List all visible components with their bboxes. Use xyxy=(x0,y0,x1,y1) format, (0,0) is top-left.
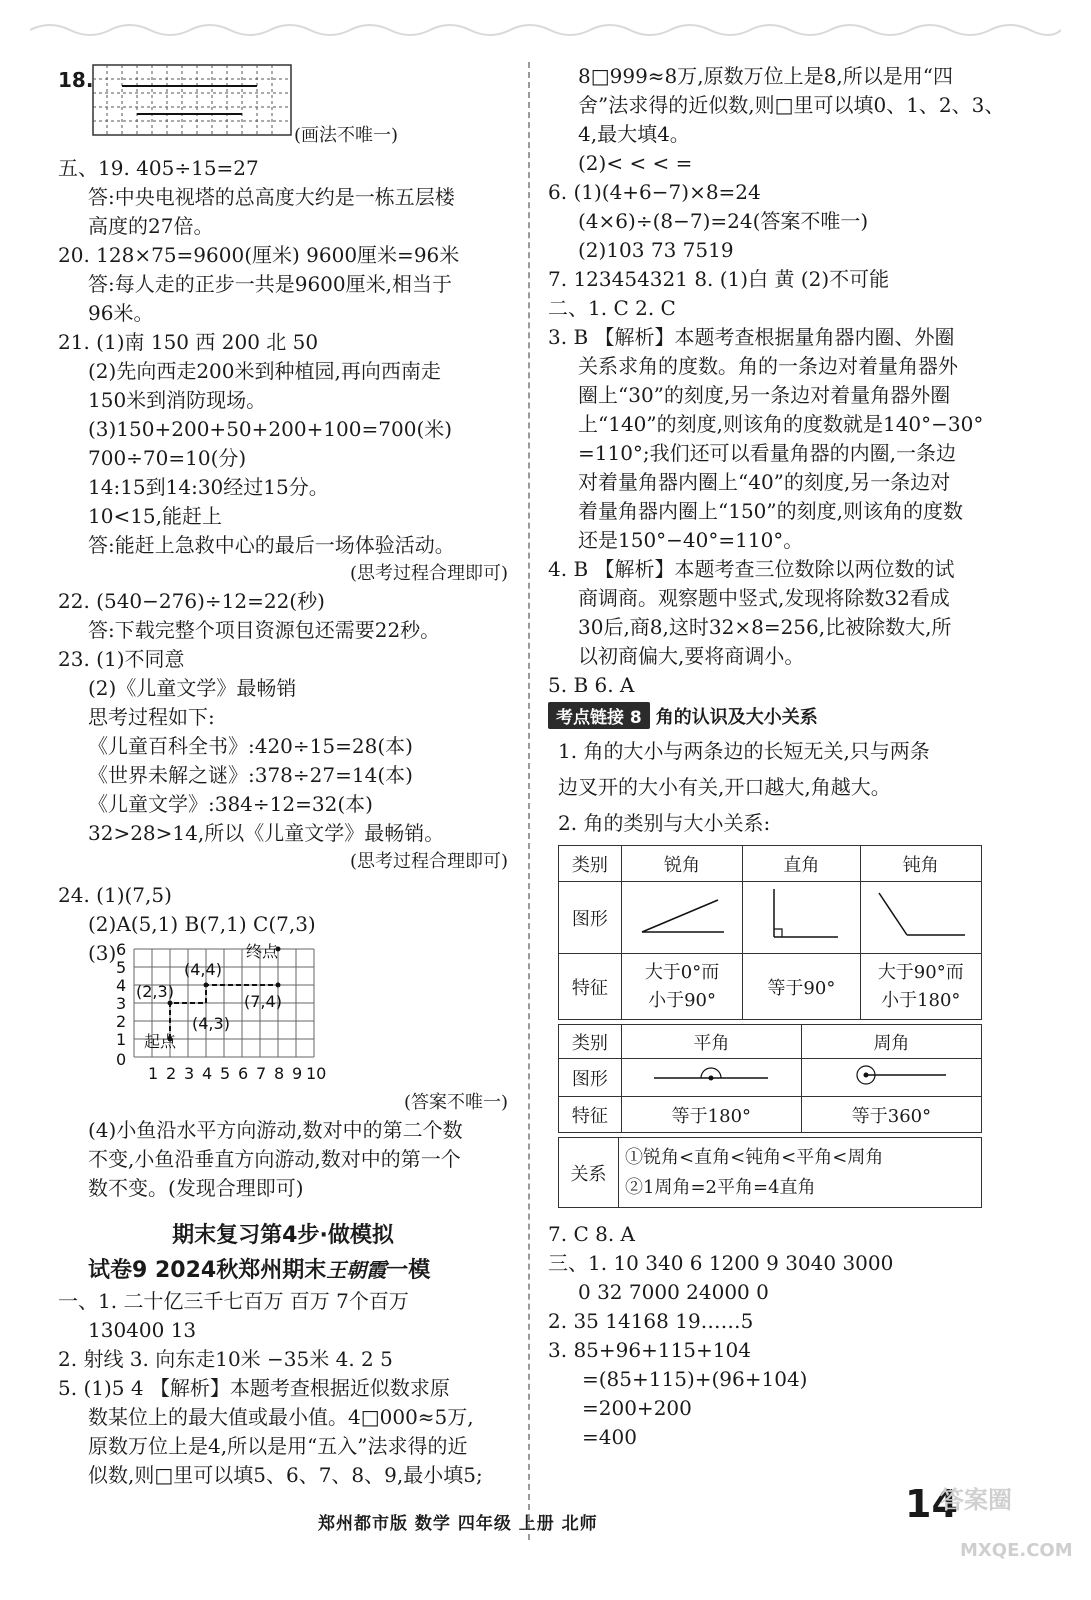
q21-line: 14:15到14:30经过15分。 xyxy=(88,475,329,499)
q23-block xyxy=(58,645,508,875)
q6-line: (2)103 73 7519 xyxy=(578,238,734,262)
q6-line: (4×6)÷(8−7)=24(答案不唯一) xyxy=(578,209,869,233)
r1-line: 8□999≈8万,原数万位上是8,所以是用“四 xyxy=(578,64,953,88)
acute-angle-icon xyxy=(632,890,732,940)
q24-line: 不变,小鱼沿垂直方向游动,数对中的第一个 xyxy=(88,1147,461,1171)
x-tick: 1 xyxy=(148,1064,159,1083)
x-tick: 2 xyxy=(166,1064,177,1083)
q24-block xyxy=(58,881,508,1203)
q18-number: 18. xyxy=(58,68,94,92)
q21-line: 答:能赶上急救中心的最后一场体验活动。 xyxy=(88,533,455,557)
straight-angle-icon xyxy=(646,1062,776,1088)
table-header-feature: 特征 xyxy=(559,954,622,1020)
q23-line: 23. (1)不同意 xyxy=(58,647,185,671)
acute-feature-line: 小于90° xyxy=(648,989,716,1011)
table-right: 直角 xyxy=(743,846,860,882)
grid-label: 起点 xyxy=(144,1032,177,1051)
part3-line: 3. 85+96+115+104 xyxy=(548,1338,751,1362)
x-tick: 7 xyxy=(256,1064,267,1083)
angle-table-2 xyxy=(558,1024,982,1133)
q19-line: 高度的27倍。 xyxy=(88,214,214,238)
q21-line: 700÷70=10(分) xyxy=(88,446,247,470)
y-tick: 2 xyxy=(116,1012,127,1031)
part3-line: =400 xyxy=(582,1425,637,1449)
obtuse-feature-line: 小于180° xyxy=(881,989,961,1011)
table-header-shape: 图形 xyxy=(559,1059,622,1097)
table-header-shape: 图形 xyxy=(559,882,622,954)
obtuse-angle-figure xyxy=(860,882,981,954)
right-angle-figure xyxy=(743,882,860,954)
q24-line: (2)A(5,1) B(7,1) C(7,3) xyxy=(88,912,316,936)
q24-note: (答案不唯一) xyxy=(403,1092,508,1113)
q22-line: 22. (540−276)÷12=22(秒) xyxy=(58,589,325,613)
y-tick: 5 xyxy=(116,958,127,977)
knowledge-link-title: 角的认识及大小关系 xyxy=(655,707,818,728)
section-title: 期末复习第4步·做模拟 xyxy=(172,1223,394,1248)
q24-line: (4)小鱼沿水平方向游动,数对中的第二个数 xyxy=(88,1118,463,1142)
q24-part3-label: (3) xyxy=(88,941,117,965)
grid-label: (7,4) xyxy=(244,992,282,1011)
q4-line: 4. B 【解析】本题考查三位数除以两位数的试 xyxy=(548,557,955,581)
relation-line: ②1周角=2平角=4直角 xyxy=(625,1176,816,1198)
q4-line: 30后,商8,这时32×8=256,比被除数大,所 xyxy=(578,615,952,639)
q3-line: 着量角器内圈上“150”的刻度,则该角的度数 xyxy=(578,499,963,523)
q3-line: 关系求角的度数。角的一条边对着量角器外 xyxy=(578,354,958,378)
q3-block xyxy=(548,323,998,555)
obtuse-angle-icon xyxy=(871,885,971,945)
grid-label: (4,3) xyxy=(192,1014,230,1033)
q23-line: 《儿童百科全书》:420÷15=28(本) xyxy=(88,734,413,758)
q23-note: (思考过程合理即可) xyxy=(349,851,508,872)
x-tick: 6 xyxy=(238,1064,249,1083)
q19-line: 五、19. 405÷15=27 xyxy=(58,156,259,180)
q20-block xyxy=(58,241,508,328)
q3-line: 3. B 【解析】本题考查根据量角器内圈、外圈 xyxy=(548,325,955,349)
right-angle-icon xyxy=(756,885,846,945)
part3-line: 2. 35 14168 19……5 xyxy=(548,1309,754,1333)
table-header-feature: 特征 xyxy=(559,1097,622,1133)
q23-line: (2)《儿童文学》最畅销 xyxy=(88,676,297,700)
q23-line: 思考过程如下: xyxy=(88,705,215,729)
q5-line: 5. B 6. A xyxy=(548,673,635,697)
q21-line: (2)先向西走200米到种植园,再向西南走 xyxy=(88,359,441,383)
q4-block xyxy=(548,555,998,671)
part3-line: 0 32 7000 24000 0 xyxy=(578,1280,769,1304)
x-tick: 9 xyxy=(292,1064,303,1083)
obtuse-feature-line: 大于90°而 xyxy=(877,961,964,983)
column-divider xyxy=(528,62,530,1540)
q22-block xyxy=(58,587,508,645)
y-tick: 6 xyxy=(116,943,127,959)
q21-line: 10<15,能赶上 xyxy=(88,504,223,528)
paper-title-row xyxy=(58,1253,508,1287)
part1-line: 似数,则□里可以填5、6、7、8、9,最小填5; xyxy=(88,1463,483,1487)
angle-table-3 xyxy=(558,1137,982,1208)
part3-line: =200+200 xyxy=(582,1396,692,1420)
footer: 郑州都市版 数学 四年级 上册 北师 xyxy=(318,1514,598,1534)
table-header-category: 类别 xyxy=(559,1025,622,1059)
acute-feature xyxy=(621,954,742,1020)
straight-feature: 等于180° xyxy=(621,1097,801,1133)
q21-line: 21. (1)南 150 西 200 北 50 xyxy=(58,330,319,354)
q6-line: 6. (1)(4+6−7)×8=24 xyxy=(548,180,761,204)
q23-line: 32>28>14,所以《儿童文学》最畅销。 xyxy=(88,821,445,845)
q3-line: =110°;我们还可以看量角器的内圈,一条边 xyxy=(578,441,957,465)
coordinate-grid xyxy=(114,943,338,1085)
q18-note: (画法不唯一) xyxy=(294,125,399,146)
grid-label: (4,4) xyxy=(184,960,222,979)
q3-line: 圈上“30”的刻度,另一条边对着量角器外圈 xyxy=(578,383,951,407)
part3-line: 三、1. 10 340 6 1200 9 3040 3000 xyxy=(548,1251,894,1275)
q7b-line: 7. C 8. A xyxy=(548,1222,635,1246)
x-tick: 10 xyxy=(306,1064,327,1083)
part1-line: 5. (1)5 4 【解析】本题考查根据近似数求原 xyxy=(58,1376,450,1400)
q20-line: 20. 128×75=9600(厘米) 9600厘米=96米 xyxy=(58,243,460,267)
q19-block xyxy=(58,154,508,241)
paper-signature: 王朝霞 xyxy=(326,1258,387,1282)
r1-line: 舍”法求得的近似数,则□里可以填0、1、2、3、 xyxy=(578,93,1005,117)
paper-suffix: 一模 xyxy=(386,1258,431,1283)
y-tick: 3 xyxy=(116,994,127,1013)
y-tick: 0 xyxy=(116,1050,127,1069)
round-angle-icon xyxy=(826,1062,956,1088)
watermark: 答案圈 xyxy=(940,1486,1012,1514)
right-feature: 等于90° xyxy=(743,954,860,1020)
table-round: 周角 xyxy=(801,1025,981,1059)
q23-line: 《世界未解之谜》:378÷27=14(本) xyxy=(88,763,413,787)
table-header-category: 类别 xyxy=(559,846,622,882)
knowledge-line: 2. 角的类别与大小关系: xyxy=(558,811,771,835)
q22-line: 答:下载完整个项目资源包还需要22秒。 xyxy=(88,618,441,642)
knowledge-line: 1. 角的大小与两条边的长短无关,只与两条 xyxy=(558,739,930,763)
part3-block xyxy=(548,1249,998,1452)
part1-line: 2. 射线 3. 向东走10米 −35米 4. 2 5 xyxy=(58,1347,393,1371)
part1-line: 一、1. 二十亿三千七百万 百万 7个百万 xyxy=(58,1289,409,1313)
q20-line: 96米。 xyxy=(88,301,154,325)
acute-angle-figure xyxy=(621,882,742,954)
angle-table xyxy=(558,845,982,1020)
left-column xyxy=(58,62,508,1490)
relation-cell xyxy=(619,1138,982,1208)
y-tick: 1 xyxy=(116,1030,127,1049)
q24-line: 24. (1)(7,5) xyxy=(58,883,172,907)
y-tick: 4 xyxy=(116,976,127,995)
watermark-url: MXQE.COM xyxy=(960,1540,1073,1561)
x-tick: 8 xyxy=(274,1064,285,1083)
paper-title: 试卷9 2024秋郑州期末 xyxy=(88,1258,327,1283)
acute-feature-line: 大于0°而 xyxy=(644,961,720,983)
part1-line: 原数万位上是4,所以是用“五入”法求得的近 xyxy=(88,1434,468,1458)
grid-label: (2,3) xyxy=(136,982,174,1001)
x-tick: 4 xyxy=(202,1064,213,1083)
grid-label: 终点 xyxy=(246,943,279,961)
q7-line: 7. 123454321 8. (1)白 黄 (2)不可能 xyxy=(548,267,890,291)
table-header-relation: 关系 xyxy=(559,1138,619,1208)
q21-block xyxy=(58,328,508,587)
table-straight: 平角 xyxy=(621,1025,801,1059)
q21-note: (思考过程合理即可) xyxy=(349,563,508,584)
x-tick: 5 xyxy=(220,1064,231,1083)
part1-line: 130400 13 xyxy=(88,1318,197,1342)
top-decoration xyxy=(30,18,1061,42)
table-obtuse: 钝角 xyxy=(860,846,981,882)
obtuse-feature xyxy=(860,954,981,1020)
table-acute: 锐角 xyxy=(621,846,742,882)
q3-line: 上“140”的刻度,则该角的度数就是140°−30° xyxy=(578,412,984,436)
knowledge-block xyxy=(548,733,998,841)
part3-line: =(85+115)+(96+104) xyxy=(582,1367,808,1391)
q24-grid-block xyxy=(58,939,508,1089)
q18-block xyxy=(58,62,508,154)
q4-line: 以初商偏大,要将商调小。 xyxy=(578,644,805,668)
q20-line: 答:每人走的正步一共是9600厘米,相当于 xyxy=(88,272,452,296)
part1-block xyxy=(58,1287,508,1490)
q3-line: 还是150°−40°=110°。 xyxy=(578,528,804,552)
part2-line: 二、1. C 2. C xyxy=(548,296,676,320)
page-number: 14 xyxy=(905,1482,958,1526)
r1-line: 4,最大填4。 xyxy=(578,122,690,146)
knowledge-link-tag: 考点链接 8 xyxy=(548,702,650,729)
right-column xyxy=(548,62,1005,1452)
q6-block xyxy=(548,178,998,265)
x-tick: 3 xyxy=(184,1064,195,1083)
knowledge-link-header xyxy=(548,702,998,729)
q4-line: 商调商。观察题中竖式,发现将除数32看成 xyxy=(578,586,950,610)
straight-angle-figure xyxy=(621,1059,801,1097)
q23-line: 《儿童文学》:384÷12=32(本) xyxy=(88,792,373,816)
relation-line: ①锐角<直角<钝角<平角<周角 xyxy=(625,1146,884,1168)
r1-block xyxy=(548,62,1005,178)
round-angle-figure xyxy=(801,1059,981,1097)
r1-line: (2)< < < = xyxy=(578,151,693,175)
q21-line: 150米到消防现场。 xyxy=(88,388,267,412)
round-feature: 等于360° xyxy=(801,1097,981,1133)
part1-line: 数某位上的最大值或最小值。4□000≈5万, xyxy=(88,1405,474,1429)
q24-line: 数不变。(发现合理即可) xyxy=(88,1176,304,1200)
q3-line: 对着量角器内圈上“40”的刻度,另一条边对 xyxy=(578,470,951,494)
q21-line: (3)150+200+50+200+100=700(米) xyxy=(88,417,453,441)
knowledge-line: 边叉开的大小有关,开口越大,角越大。 xyxy=(558,775,891,799)
q19-line: 答:中央电视塔的总高度大约是一栋五层楼 xyxy=(88,185,455,209)
q18-grid-drawing xyxy=(92,64,292,136)
